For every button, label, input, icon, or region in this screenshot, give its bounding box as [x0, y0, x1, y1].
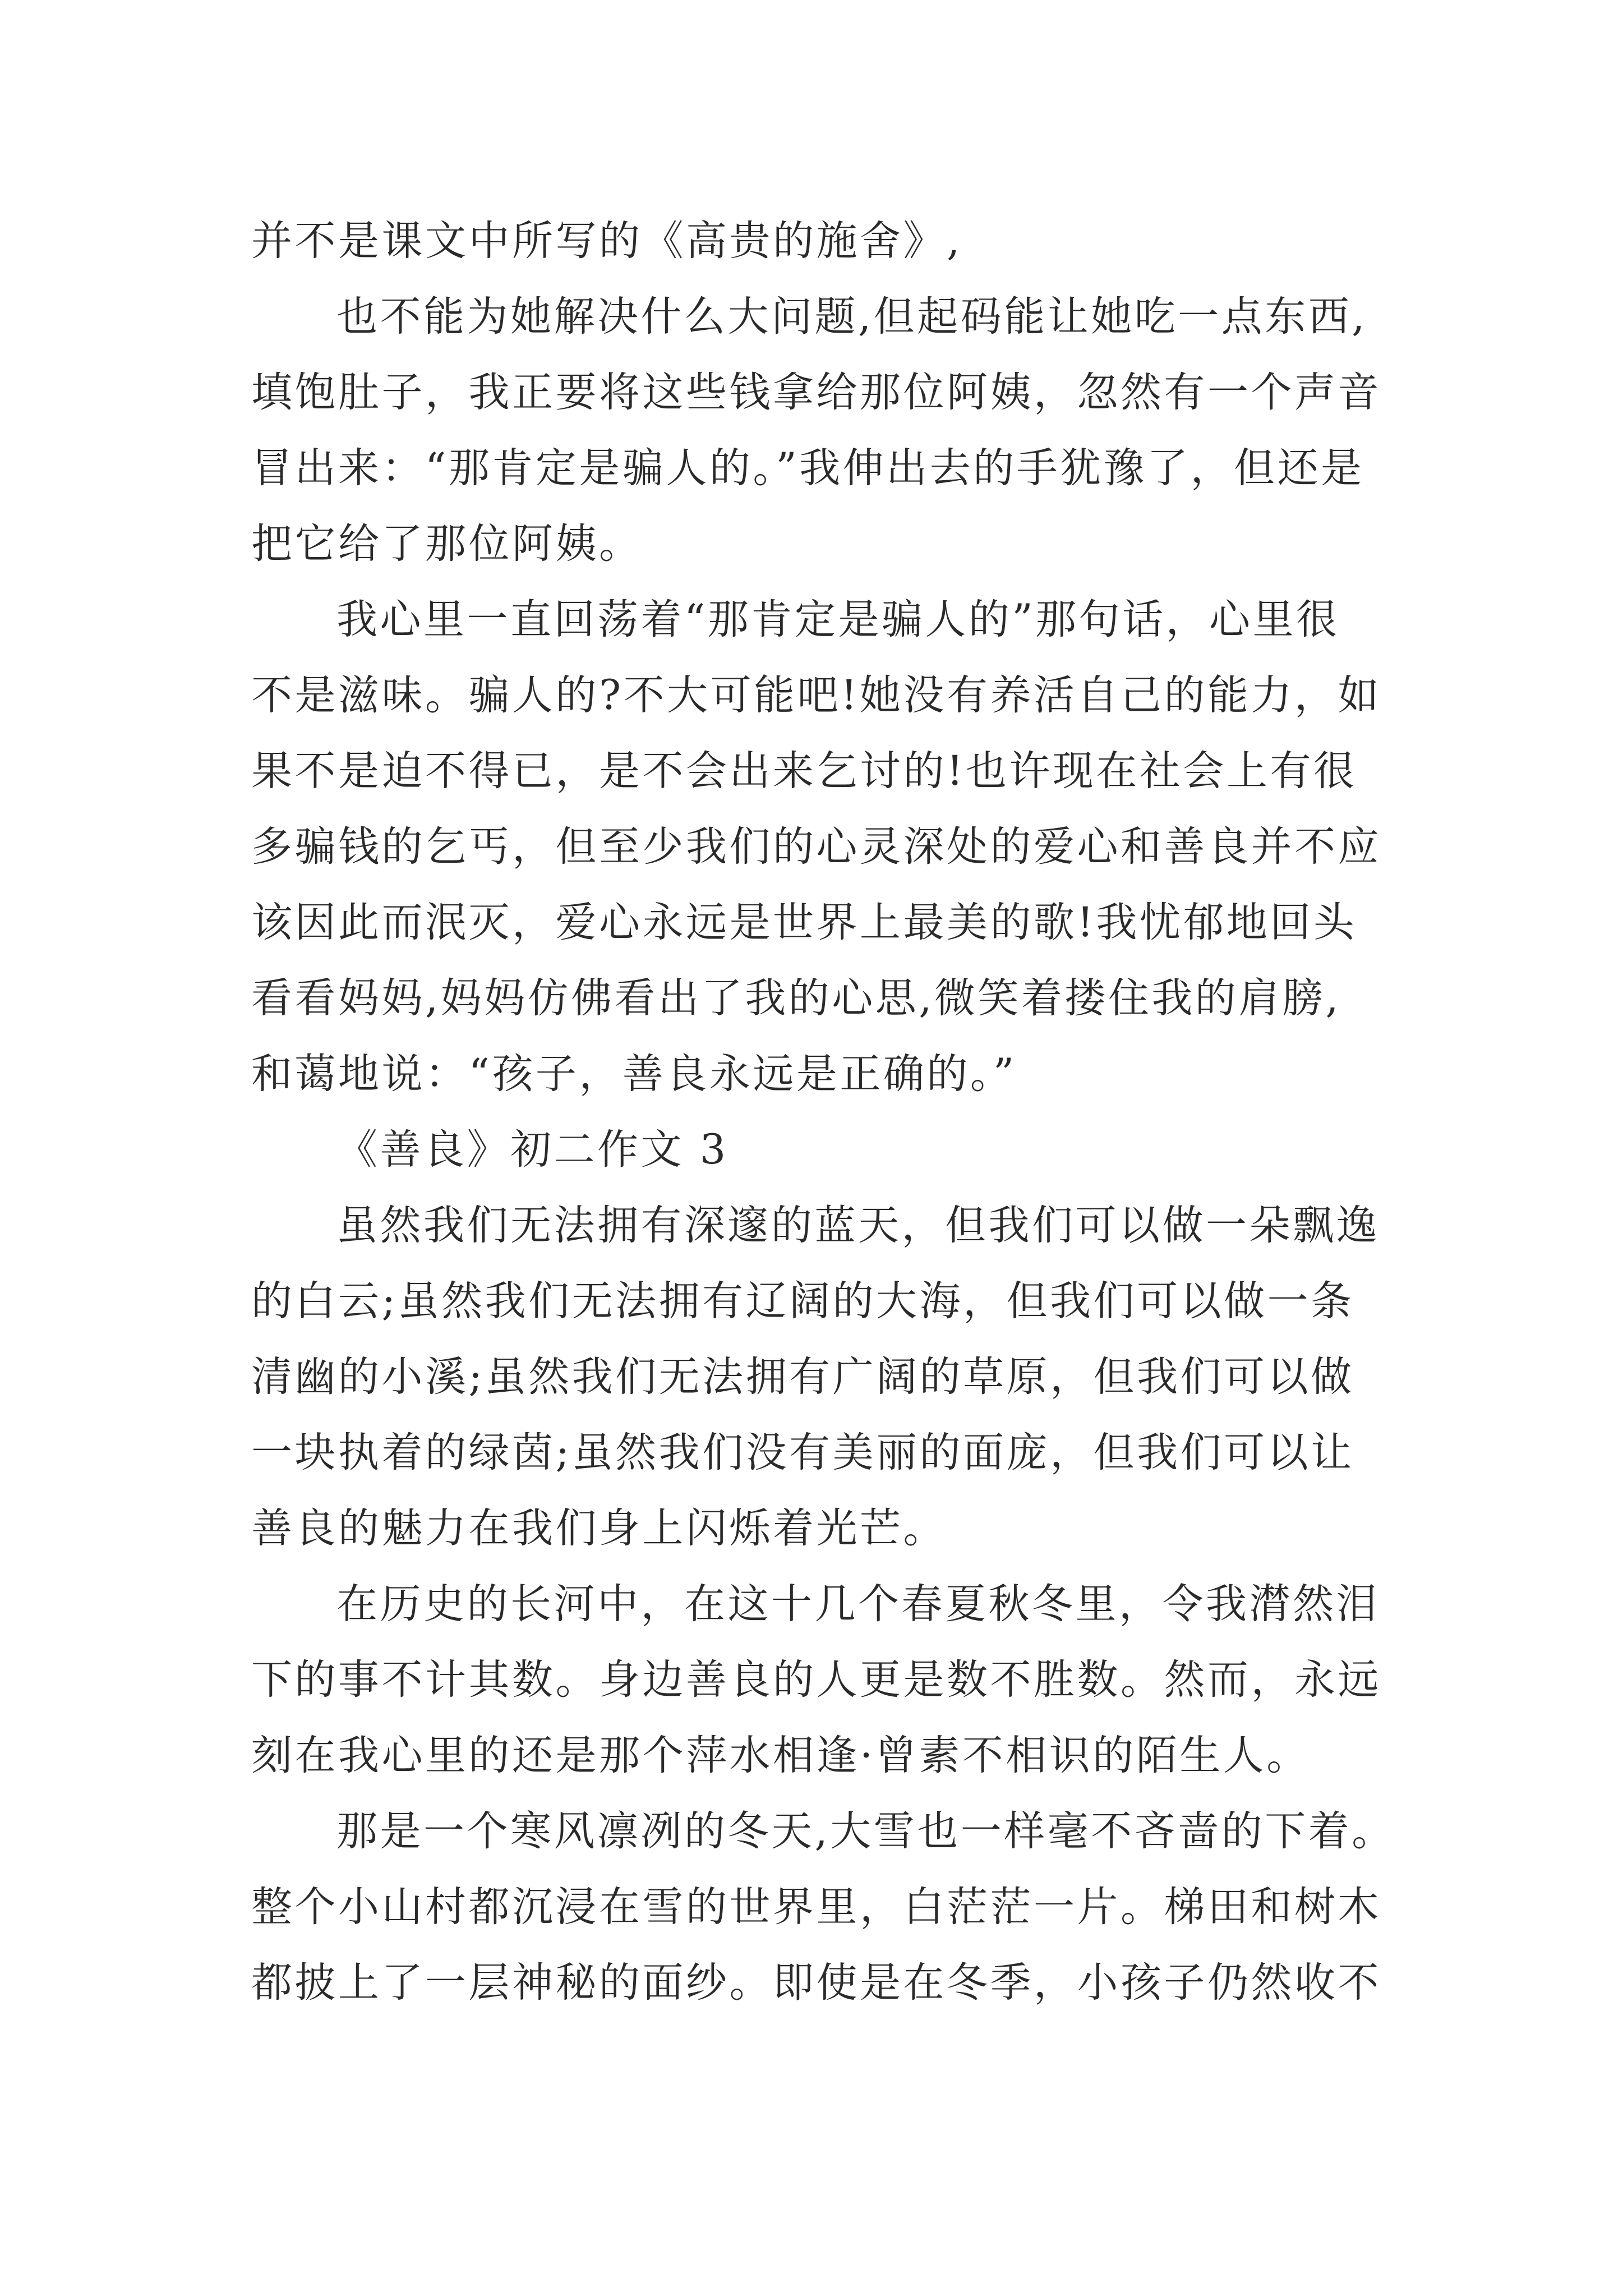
text-line-11: 看看妈妈,妈妈仿佛看出了我的心思,微笑着搂住我的肩膀,: [251, 974, 1341, 1022]
section-heading: 《善良》初二作文 3: [336, 1126, 728, 1174]
paragraph-start-line-6: 我心里一直回荡着“那肯定是骗人的”那句话，心里很: [336, 596, 1340, 643]
text-line-5: 把它给了那位阿姨。: [251, 520, 643, 568]
text-line-7: 不是滋味。骗人的?不大可能吧!她没有养活自己的能力，如: [251, 671, 1381, 719]
paragraph-start-line-19: 在历史的长河中，在这十几个春夏秋冬里，令我潸然泪: [336, 1580, 1380, 1628]
text-line-10: 该因此而泯灭，爱心永远是世界上最美的歌!我忧郁地回头: [251, 899, 1357, 946]
paragraph-start-line-22: 那是一个寒风凛冽的冬天,大雪也一样毫不吝啬的下着。: [336, 1807, 1395, 1855]
paragraph-start-line-14: 虽然我们无法拥有深邃的蓝天，但我们可以做一朵飘逸: [336, 1202, 1380, 1249]
text-line-9: 多骗钱的乞丐，但至少我们的心灵深处的爱心和善良并不应: [251, 823, 1381, 871]
text-line-21: 刻在我心里的还是那个萍水相逢·曾素不相识的陌生人。: [251, 1732, 1310, 1779]
text-line-20: 下的事不计其数。身边善良的人更是数不胜数。然而，永远: [251, 1656, 1381, 1704]
text-line-23: 整个小山村都沉浸在雪的世界里，白茫茫一片。梯田和树木: [251, 1883, 1381, 1931]
text-line-12: 和蔼地说：“孩子，善良永远是正确的。”: [251, 1050, 1017, 1098]
text-line-4: 冒出来：“那肯定是骗人的。”我伸出去的手犹豫了，但还是: [251, 444, 1364, 492]
text-line-17: 一块执着的绿茵;虽然我们没有美丽的面庞，但我们可以让: [251, 1429, 1354, 1476]
text-line-3: 填饱肚子，我正要将这些钱拿给那位阿姨，忽然有一个声音: [251, 369, 1381, 416]
text-line-16: 清幽的小溪;虽然我们无法拥有广阔的草原，但我们可以做: [251, 1353, 1354, 1401]
text-line-8: 果不是迫不得已，是不会出来乞讨的!也许现在社会上有很: [251, 747, 1357, 795]
text-line-15: 的白云;虽然我们无法拥有辽阔的大海，但我们可以做一条: [251, 1277, 1354, 1325]
paragraph-start-line-2: 也不能为她解决什么大问题,但起码能让她吃一点东西,: [336, 293, 1367, 341]
text-line-24: 都披上了一层神秘的面纱。即使是在冬季，小孩子仍然收不: [251, 1959, 1381, 2007]
text-line-1: 并不是课文中所写的《高贵的施舍》,: [251, 217, 962, 265]
text-line-18: 善良的魅力在我们身上闪烁着光芒。: [251, 1504, 947, 1552]
